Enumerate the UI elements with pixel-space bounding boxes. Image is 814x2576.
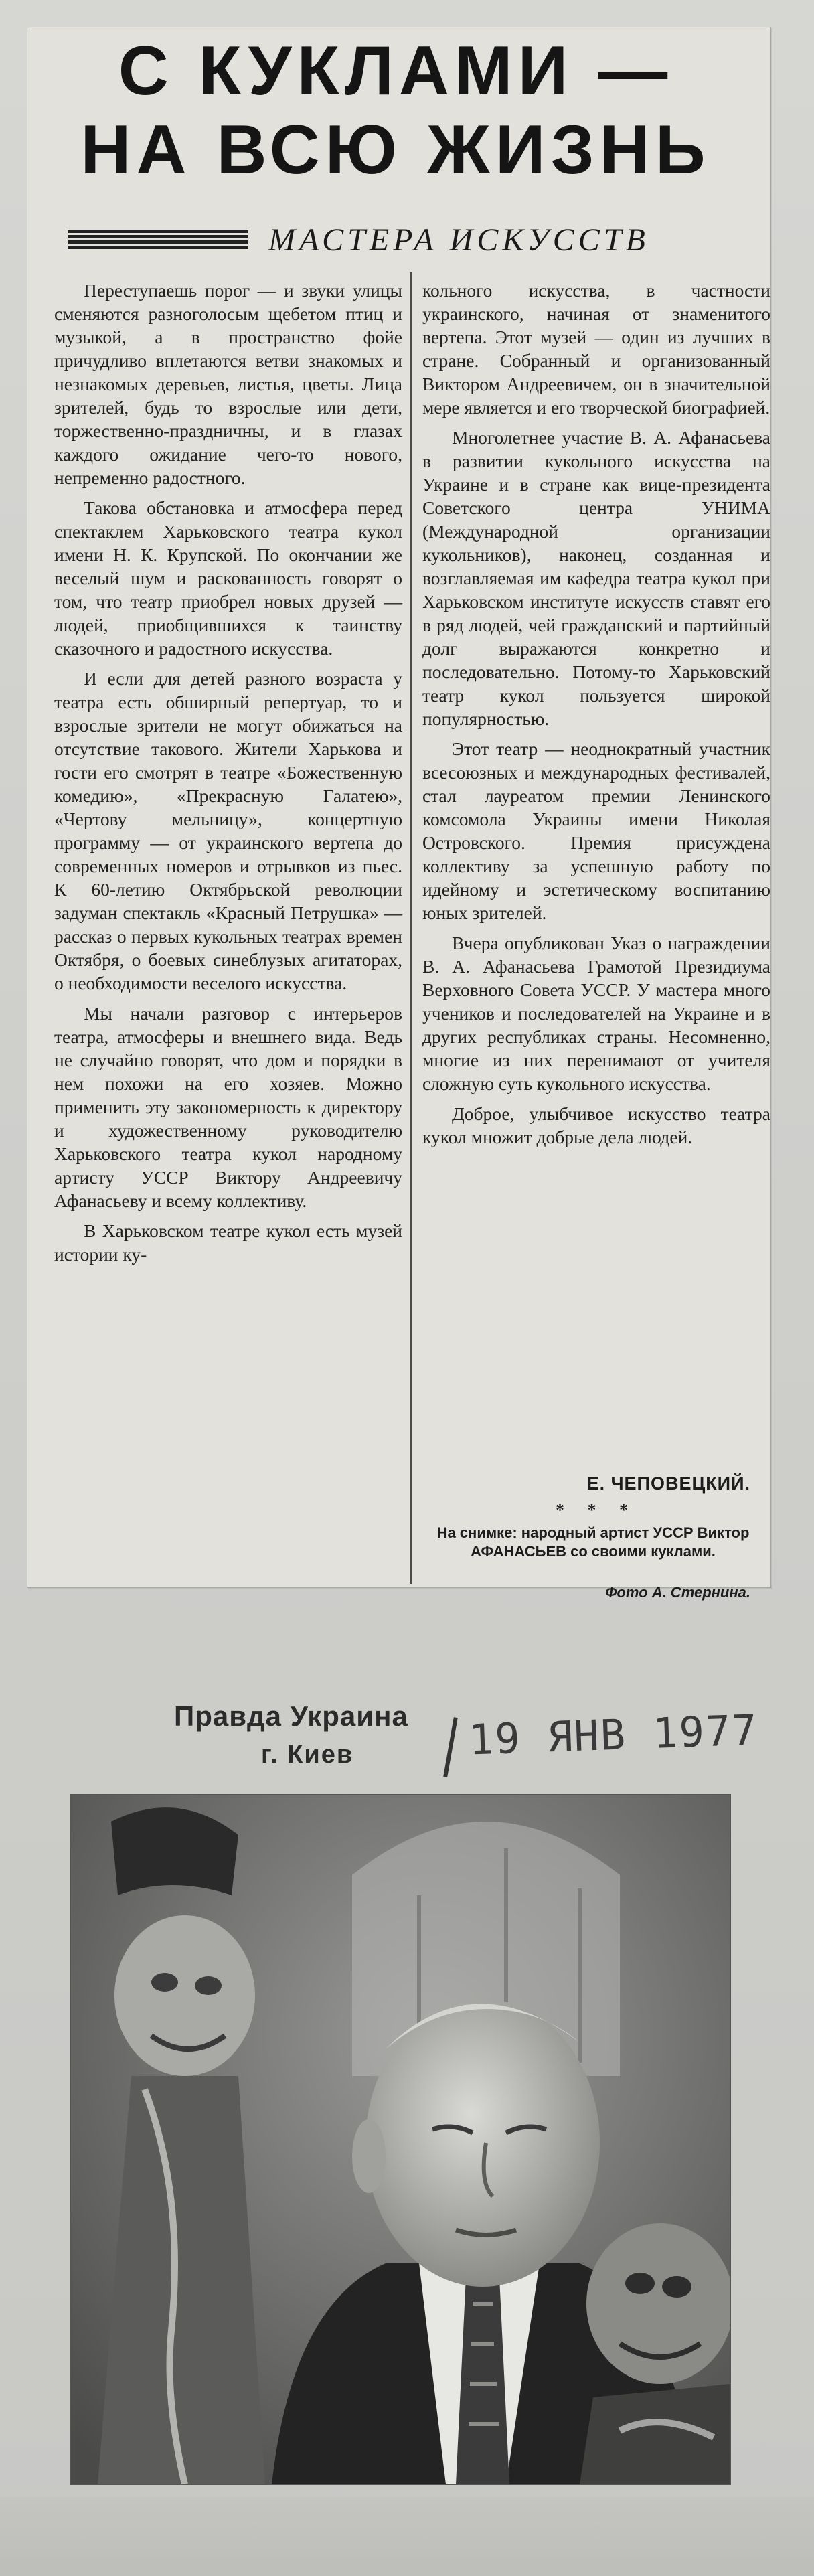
- headline: [41, 31, 750, 189]
- left-paragraph-3: И если для детей разного возраста у театра есть обширный репертуар, то и взрослые зрители не могут обижаться на отсутствие такового. Жители Харькова и гости его смотрят в театре «Божественную комедию», «Прекрасную Галатею», «Чертову мельницу», концертную программу — от украинского вертепа до современных номеров и отрывков из пьес. К 60-летию Октябрьской революции задуман спектакль «Красный Петрушка» — рассказ о первых кукольных театрах времен Октября, о боевых синеблузых агитаторах, о необходимости веселого искусства.: [54, 668, 402, 993]
- photo-caption: На снимке: народный артист УССР Виктор АФАНАСЬЕВ со своими куклами.: [436, 1524, 750, 1560]
- right-paragraph-1: кольного искусства, в частности украинского, начиная от знаменитого вертепа. Этот музей — один из лучших в стране. Собранный и организованный Виктором Андреевичем, он в значительной мере является и его творческой биографией.: [422, 280, 770, 418]
- left-paragraph-1: Переступаешь порог — и звуки улицы сменяются разноголосым щебетом птиц и музыкой, а в пространство фойе причудливо вплетаются ветви знакомых и незнакомых деревьев, листья, цветы. Лица зрителей, будь то взрослые или дети, торжественно-праздничны, и в глазах каждого ожидание чего-то нового, непременно радостного.: [54, 280, 402, 488]
- separator-stars: * * *: [556, 1500, 637, 1520]
- section-label: МАСТЕРА ИСКУССТВ: [268, 222, 649, 258]
- left-paragraph-2: Такова обстановка и атмосфера перед спектаклем Харьковского театра кукол имени Н. К. Крупской. По окончании же веселый шум и раскованность говорят о том, что театр приобрел новых друзей — людей, приобщившихся к таинству сказочного и радостного искусства.: [54, 497, 402, 659]
- scan-bottom-margin: [0, 2497, 814, 2576]
- author-signature: Е. ЧЕПОВЕЦКИЙ.: [586, 1473, 750, 1494]
- newspaper-name: Правда Украина: [174, 1700, 408, 1732]
- newspaper-city: г. Киев: [261, 1741, 354, 1769]
- right-paragraph-2: Многолетнее участие В. А. Афанасьева в развитии кукольного искусства на Украине и в стране как вице-президента Советского центра УНИМА (Международной организации кукольников), наконец, созданная и возглавляемая им кафедра театра кукол при Харьковском институте искусств ставят его в ряд людей, чей гражданский и партийный долг выражаются конкретно и последовательно. Потому-то Харьковский театр кукол пользуется широкой популярностью.: [422, 427, 770, 729]
- headline-line-1: С КУКЛАМИ —: [118, 32, 673, 110]
- right-paragraph-3: Этот театр — неоднократный участник всесоюзных и международных фестивалей, стал лауреатом премии Ленинского комсомола Украины имени Николая Островского. Премия присуждена коллективу за успешную работу по идейному и эстетическому воспитанию юных зрителей.: [422, 738, 770, 923]
- left-paragraph-5: В Харьковском театре кукол есть музей истории ку-: [54, 1220, 402, 1265]
- date-stamp: 19 ЯНВ 1977: [467, 1705, 759, 1765]
- photo-credit: Фото А. Стернина.: [605, 1584, 750, 1601]
- section-row: [68, 222, 750, 262]
- headline-line-2: НА ВСЮ ЖИЗНЬ: [80, 111, 711, 189]
- portrait-photo-icon: [71, 1795, 730, 2484]
- article-column-right: [422, 278, 770, 1155]
- source-stamp: [0, 1600, 814, 1794]
- stamp-mark: [443, 1717, 458, 1777]
- column-divider: [410, 272, 412, 1584]
- article-column-left: [54, 278, 402, 1591]
- portrait-photo: [70, 1794, 731, 2485]
- right-paragraph-4: Вчера опубликован Указ о награждении В. А. Афанасьева Грамотой Президиума Верховного Совета УССР. У мастера много учеников и последователей на Украине и в других республиках страны. Несомненно, многие из них перенимают от учителя сложную суть кукольного искусства.: [422, 933, 770, 1094]
- left-paragraph-4: Мы начали разговор с интерьеров театра, атмосферы и внешнего вида. Ведь не случайно говорят, что дом и порядки в нем похожи на его хозяев. Можно применить эту закономерность к директору и художественному руководителю Харьковского театра кукол народному артисту УССР Виктору Андреевичу Афанасьеву и всему коллективу.: [54, 1003, 402, 1211]
- newspaper-clipping: [27, 27, 771, 1601]
- section-bars-ornament: [68, 230, 248, 254]
- right-paragraph-5: Доброе, улыбчивое искусство театра кукол множит добрые дела людей.: [422, 1103, 770, 1147]
